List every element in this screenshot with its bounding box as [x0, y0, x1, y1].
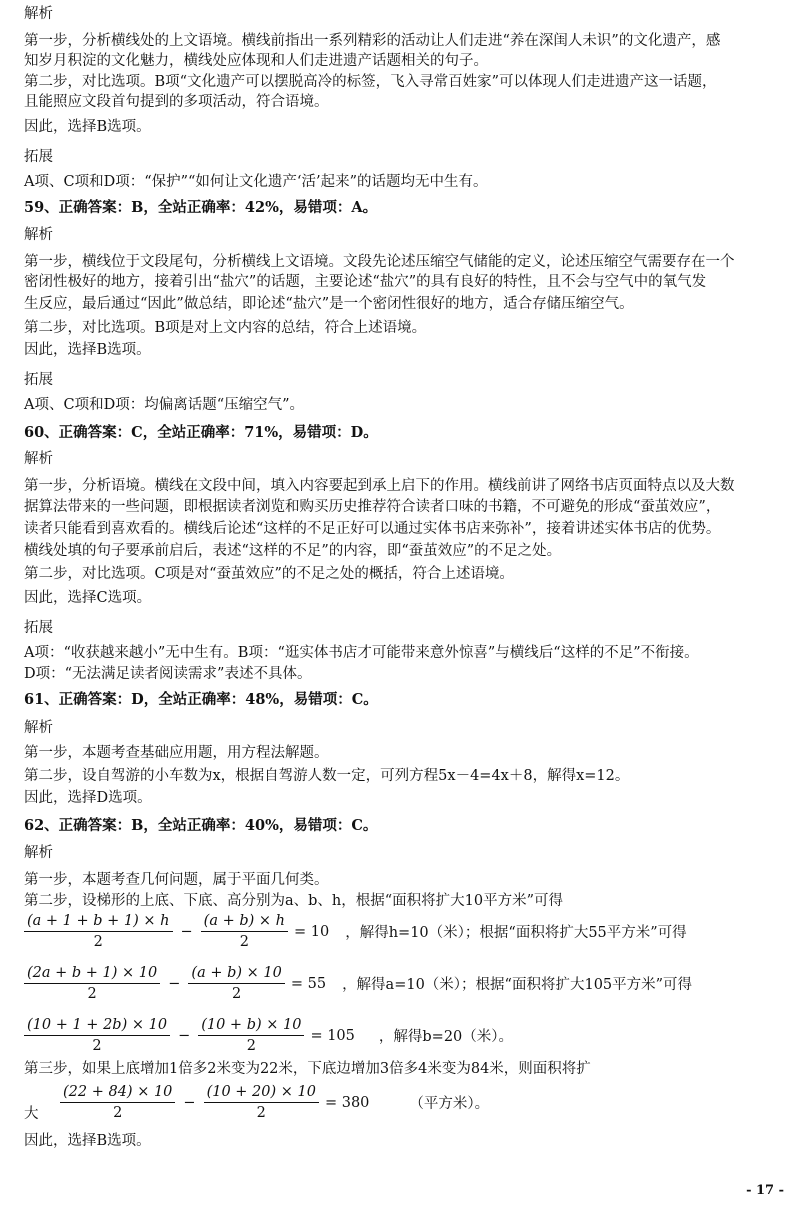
text-line: 拓展 [24, 372, 53, 388]
equation-tail: ，解得a=10（米）；根据“面积将扩大105平方米”可得 [342, 977, 693, 993]
numerator: (a + b) × h [201, 913, 288, 932]
denominator: 2 [93, 934, 103, 950]
text-line: 第一步，横线位于文段尾句，分析横线上文语境。文段先论述压缩空气储能的定义，论述压缩空气需要存在一个 [24, 254, 735, 270]
text-line: 解析 [24, 6, 53, 22]
denominator: 2 [246, 1038, 256, 1054]
text-line: 因此，选择C选项。 [24, 590, 152, 606]
equation-row [24, 1017, 513, 1054]
numerator: (a + b) × 10 [188, 965, 284, 984]
text-line: 第一步，分析横线处的上文语境。横线前指出一系列精彩的活动让人们走进“养在深闺人未识”的文化遗产，感 [24, 33, 721, 49]
fraction [204, 1084, 319, 1121]
text-line: 拓展 [24, 620, 53, 636]
text-line: 因此，选择D选项。 [24, 790, 152, 806]
answer-header: 62、正确答案：B，全站正确率：40%，易错项：C。 [24, 817, 378, 834]
text-line: 第二步，对比选项。B项“文化遗产可以摆脱高冷的标签，飞入寻常百姓家”可以体现人们走进遗产这一话题， [24, 74, 717, 90]
page-number: - 17 - [746, 1183, 784, 1198]
fraction [198, 1017, 304, 1054]
text-line: 解析 [24, 845, 53, 861]
text-line: 解析 [24, 227, 53, 243]
numerator: (2a + b + 1) × 10 [24, 965, 160, 984]
equation-result: = 380 [324, 1094, 370, 1111]
text-line: 第二步，设梯形的上底、下底、高分别为a、b、h，根据“面积将扩大10平方米”可得 [24, 893, 564, 909]
minus-sign: − [180, 923, 193, 940]
fraction [24, 1017, 170, 1054]
equation-result: = 55 [290, 975, 327, 992]
minus-sign: − [178, 1027, 191, 1044]
text-line: 第一步，分析语境。横线在文段中间，填入内容要起到承上启下的作用。横线前讲了网络书店页面特点以及大数 [24, 478, 735, 494]
numerator: (10 + 1 + 2b) × 10 [24, 1017, 170, 1036]
step3-prefix: 大 [24, 1106, 39, 1122]
numerator: (10 + b) × 10 [198, 1017, 304, 1036]
text-line: 第一步，本题考查几何问题，属于平面几何类。 [24, 872, 329, 888]
text-line: A项：“收获越来越小”无中生有。B项：“逛实体书店才可能带来意外惊喜”与横线后“这样的不足”不衔接。 [24, 645, 699, 661]
denominator: 2 [256, 1105, 266, 1121]
text-line: 第二步，设自驾游的小车数为x，根据自驾游人数一定，可列方程5x－4=4x＋8，解得x=12。 [24, 768, 630, 784]
fraction [188, 965, 284, 1002]
denominator: 2 [87, 986, 97, 1002]
text-line: 第一步，本题考查基础应用题，用方程法解题。 [24, 745, 329, 761]
equation-row [24, 965, 692, 1002]
equation-result: = 10 [294, 923, 330, 940]
minus-sign: − [168, 975, 181, 992]
numerator: (10 + 20) × 10 [204, 1084, 319, 1103]
equation-tail: ，解得b=20（米）。 [378, 1029, 514, 1045]
text-line: 据算法带来的一些问题，即根据读者浏览和购买历史推荐符合读者口味的书籍，不可避免的形成“蚕茧效应”， [24, 499, 721, 515]
fraction [201, 913, 288, 950]
text-line: 拓展 [24, 149, 53, 165]
fraction [60, 1084, 175, 1121]
step3-text: 第三步，如果上底增加1倍多2米变为22米，下底边增加3倍多4米变为84米，则面积将扩 [24, 1061, 591, 1077]
text-line: 第二步，对比选项。B项是对上文内容的总结，符合上述语境。 [24, 320, 427, 336]
numerator: (22 + 84) × 10 [60, 1084, 175, 1103]
text-line: 第二步，对比选项。C项是对“蚕茧效应”的不足之处的概括，符合上述语境。 [24, 566, 514, 582]
text-line: 因此，选择B选项。 [24, 119, 151, 135]
fraction [24, 965, 160, 1002]
answer-header: 61、正确答案：D，全站正确率：48%，易错项：C。 [24, 691, 378, 708]
text-line: 解析 [24, 720, 53, 736]
text-line: 生反应，最后通过“因此”做总结，即论述“盐穴”是一个密闭性很好的地方，适合存储压缩空气。 [24, 296, 634, 312]
text-line: 读者只能看到喜欢看的。横线后论述“这样的不足正好可以通过实体书店来弥补”，接着讲述实体书店的优势。 [24, 521, 721, 537]
denominator: 2 [113, 1105, 123, 1121]
text-line: A项、C项和D项：“保护”“如何让文化遗产‘活’起来”的话题均无中生有。 [24, 174, 488, 190]
text-line: 知岁月积淀的文化魅力，横线处应体现和人们走进遗产话题相关的句子。 [24, 53, 488, 69]
equation-tail: ，解得h=10（米）；根据“面积将扩大55平方米”可得 [345, 925, 687, 941]
text-line: 解析 [24, 451, 53, 467]
fraction [24, 913, 173, 950]
answer-header: 60、正确答案：C，全站正确率：71%，易错项：D。 [24, 424, 378, 441]
denominator: 2 [239, 934, 249, 950]
equation-result: = 105 [310, 1027, 355, 1044]
conclusion: 因此，选择B选项。 [24, 1133, 151, 1149]
answer-header: 59、正确答案：B，全站正确率：42%，易错项：A。 [24, 199, 378, 216]
equation-tail: （平方米）。 [409, 1096, 490, 1112]
text-line: A项、C项和D项：均偏离话题“压缩空气”。 [24, 397, 305, 413]
equation-row [24, 913, 687, 950]
text-line: 密闭性极好的地方，接着引出“盐穴”的话题，主要论述“盐穴”的具有良好的特性，且不会与空气中的氧气发 [24, 274, 707, 290]
denominator: 2 [92, 1038, 102, 1054]
numerator: (a + 1 + b + 1) × h [24, 913, 173, 932]
final-equation [60, 1084, 489, 1121]
denominator: 2 [232, 986, 242, 1002]
text-line: 横线处填的句子要承前启后，表述“这样的不足”的内容，即“蚕茧效应”的不足之处。 [24, 543, 562, 559]
text-line: D项：“无法满足读者阅读需求”表述不具体。 [24, 666, 312, 682]
minus-sign: − [183, 1094, 196, 1111]
text-line: 且能照应文段首句提到的多项活动，符合语境。 [24, 94, 329, 110]
text-line: 因此，选择B选项。 [24, 342, 151, 358]
